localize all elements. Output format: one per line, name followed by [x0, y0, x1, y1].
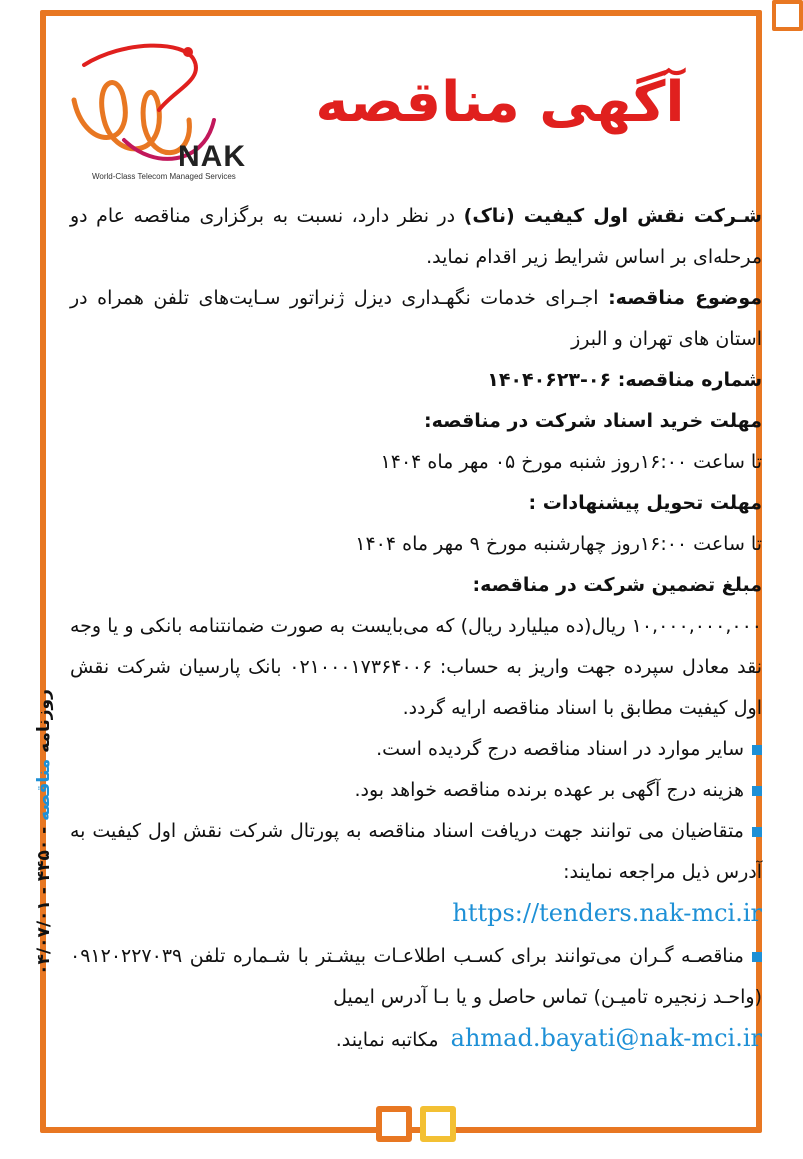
logo-tagline: World-Class Telecom Managed Services	[92, 172, 236, 181]
announcement-body	[70, 196, 762, 1061]
intro-text: در نظر دارد، نسبت به برگزاری مناقصه عام دو مرحله‌ای بر اساس شرایط زیر اقدام نماید.	[70, 205, 762, 268]
purchase-deadline-value: تا ساعت ۱۶:۰۰روز شنبه مورخ ۰۵ مهر ماه ۱۴۰۴	[380, 451, 762, 473]
bullet-square-icon	[752, 745, 762, 755]
portal-url-line	[70, 893, 762, 936]
bullet-square-icon	[752, 952, 762, 962]
bullet-item: سایر موارد در اسناد مناقصه درج گردیده است.	[70, 729, 762, 770]
bullet-square-icon	[752, 827, 762, 837]
bullet-item: مناقصـه گـران می‌توانند برای کسـب اطلاعـات بیشـتر با شـماره تلفن ۰۹۱۲۰۲۲۷۰۳۹ (واحـد زنجیره تامیـن) تماس حاصل و یا بـا آدرس ایمیل ahmad.bayati@nak-mci.ir مکاتبه نمایند.	[70, 945, 762, 1052]
submission-deadline-label: مهلت تحویل پیشنهادات :	[528, 492, 762, 514]
bullet-square-icon	[752, 786, 762, 796]
bullet-item: متقاضیان می توانند جهت دریافت اسناد مناقصه به پورتال شرکت نقش اول کیفیت به آدرس ذیل مراجعه نمایند:	[70, 820, 762, 883]
purchase-deadline-label: مهلت خرید اسناد شرکت در مناقصه:	[423, 410, 762, 432]
side-prefix: روزنامه	[34, 689, 54, 753]
subject-value: اجـرای خدمات نگهـداری دیزل ژنراتور سـایت‌های تلفن همراه در استان های تهران و البرز	[70, 287, 762, 350]
tender-number-label: شماره مناقصه:	[617, 369, 762, 391]
side-issue: - ۴۴۵۰ - ۰۴/۰۷/۰۱	[34, 826, 54, 975]
side-brand: مناقصه	[34, 758, 54, 821]
bottom-decoration-orange	[376, 1106, 412, 1142]
bottom-decoration-yellow	[420, 1106, 456, 1142]
tender-number-value: ۰۶-۱۴۰۴۰۶۲۳	[487, 369, 612, 391]
company-name: شـرکت نقش اول کیفیت (ناک)	[463, 205, 762, 227]
tender-number	[70, 360, 762, 401]
corner-decoration	[772, 0, 803, 31]
logo-wordmark: NAK	[178, 140, 246, 173]
guarantee-value: ۱۰,۰۰۰,۰۰۰,۰۰۰ ریال(ده میلیارد ریال) که می‌بایست به صورت ضمانتنامه بانکی و یا وجه نقد معادل سپرده جهت واریز به حساب: ۰۲۱۰۰۰۱۷۳۶۴۰۰۶ بانک پارسیان شرکت نقش اول کیفیت مطابق با اسناد مناقصه ارایه گردد.	[70, 615, 762, 719]
portal-url-link[interactable]: https://tenders.nak-mci.ir	[452, 899, 762, 927]
submission-deadline-value: تا ساعت ۱۶:۰۰روز چهارشنبه مورخ ۹ مهر ماه ۱۴۰۴	[355, 533, 762, 555]
bullet-item: هزینه درج آگهی بر عهده برنده مناقصه خواهد بود.	[70, 770, 762, 811]
guarantee-label: مبلغ تضمین شرکت در مناقصه:	[472, 574, 762, 596]
page-title: آگهی مناقصه	[315, 70, 685, 135]
intro-paragraph	[70, 196, 762, 278]
subject-paragraph	[70, 278, 762, 360]
newspaper-side-label	[26, 689, 62, 982]
subject-label: موضوع مناقصه:	[608, 287, 763, 309]
email-link[interactable]: ahmad.bayati@nak-mci.ir	[450, 1024, 762, 1052]
